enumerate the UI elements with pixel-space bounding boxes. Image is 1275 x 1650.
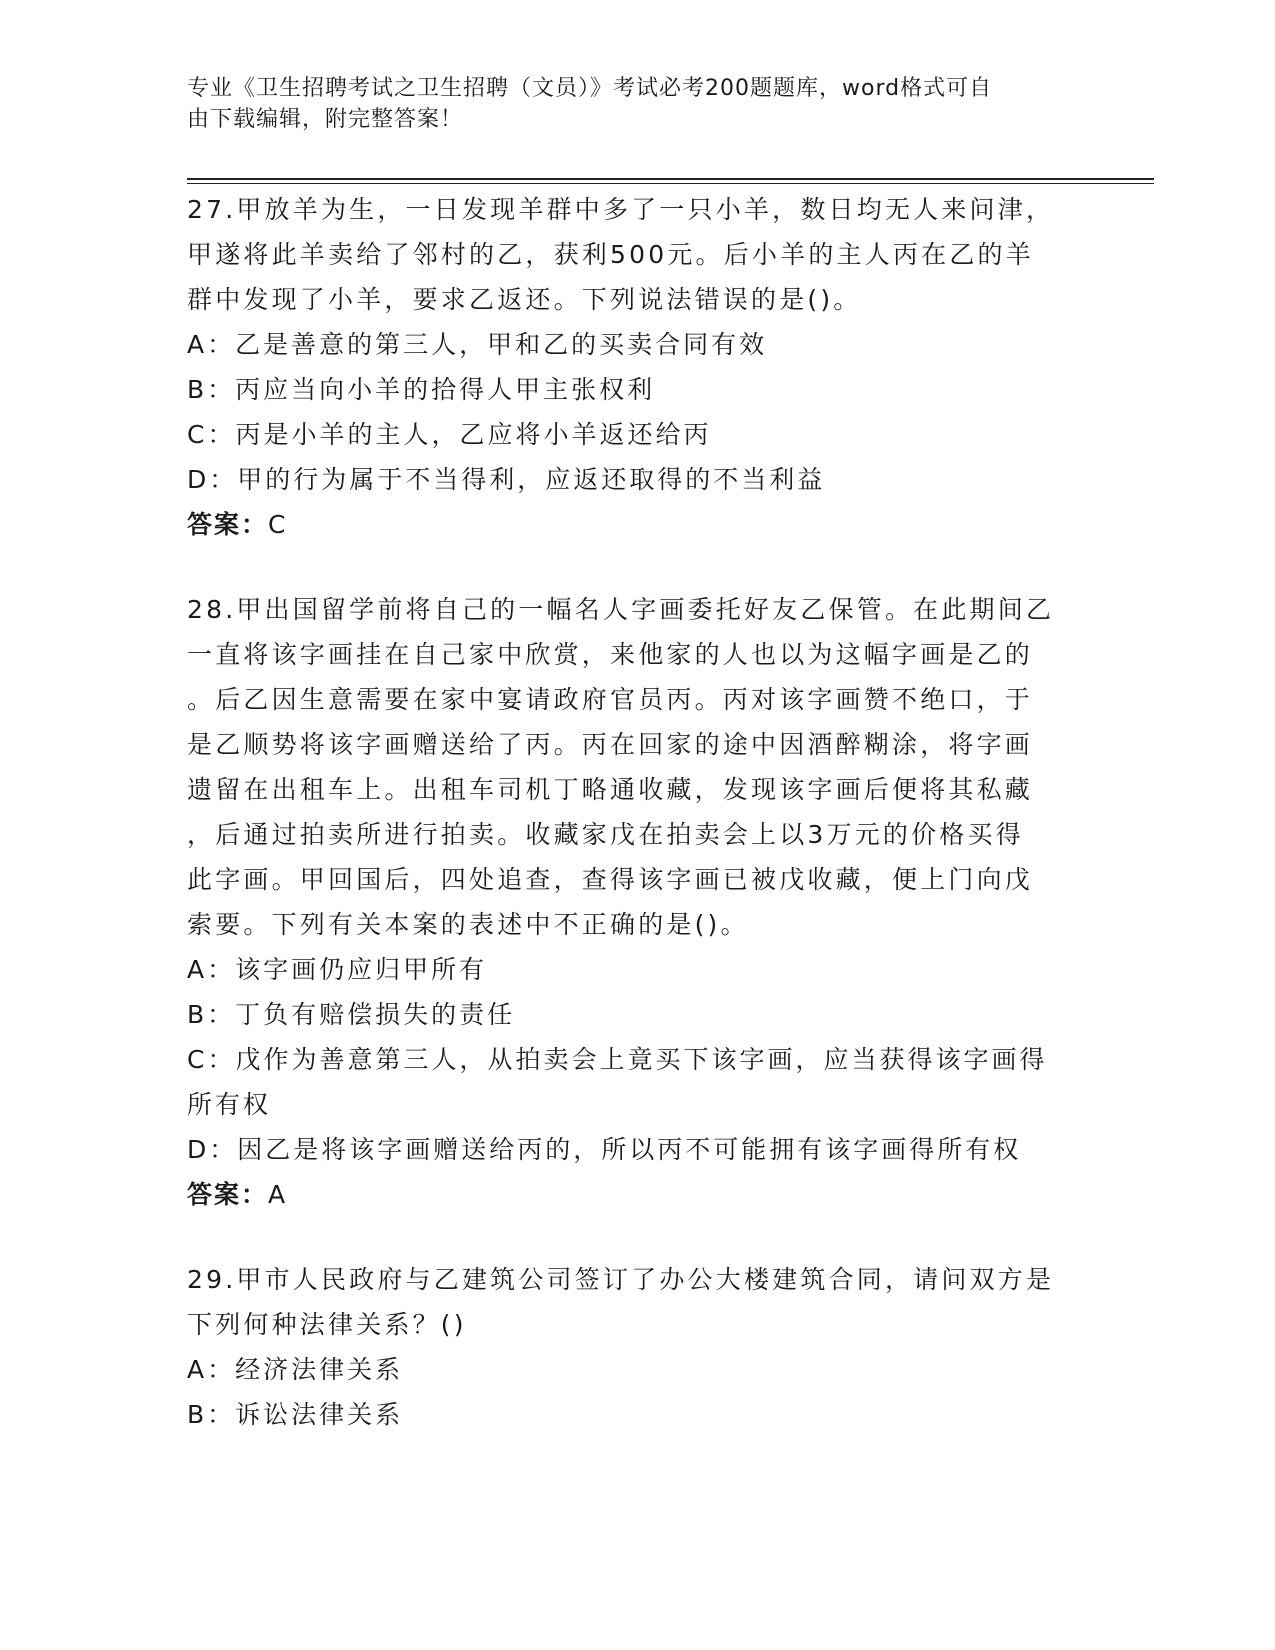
answer-option (187, 1347, 1067, 1392)
question-stem-line: 甲遂将此羊卖给了邻村的乙，获利500元。后小羊的主人丙在乙的羊 (187, 240, 1034, 269)
question-stem-line: 群中发现了小羊，要求乙返还。下列说法错误的是()。 (187, 285, 862, 314)
question-block (187, 1257, 1067, 1437)
answer-option (187, 367, 1067, 412)
answer-option (187, 322, 1067, 367)
answer-option-line: A：经济法律关系 (187, 1355, 404, 1384)
question-stem-line: 28.甲出国留学前将自己的一幅名人字画委托好友乙保管。在此期间乙 (187, 595, 1055, 624)
answer-option-line: 所有权 (187, 1090, 272, 1119)
answer-option-line: D：因乙是将该字画赠送给丙的，所以丙不可能拥有该字画得所有权 (187, 1135, 1022, 1164)
answer-option-line: B：诉讼法律关系 (187, 1400, 404, 1429)
answer-option-line: A：该字画仍应归甲所有 (187, 955, 488, 984)
answer-option-line: B：丙应当向小羊的拾得人甲主张权利 (187, 375, 656, 404)
answer-key-value: C (268, 510, 288, 539)
answer-option (187, 457, 1067, 502)
answer-key-label: 答案： (187, 1180, 269, 1209)
answer-option (187, 947, 1067, 992)
question-list (187, 187, 1067, 1477)
question-stem (187, 587, 1067, 947)
question-stem-line: 。后乙因生意需要在家中宴请政府官员丙。丙对该字画赞不绝口，于 (187, 685, 1034, 714)
question-stem (187, 1257, 1067, 1347)
answer-option-line: D：甲的行为属于不当得利，应返还取得的不当利益 (187, 465, 826, 494)
header-divider (187, 178, 1154, 184)
page-header (187, 73, 1067, 135)
question-stem-line: 遗留在出租车上。出租车司机丁略通收藏，发现该字画后便将其私藏 (187, 775, 1034, 804)
question-stem-line: 29.甲市人民政府与乙建筑公司签订了办公大楼建筑合同，请问双方是 (187, 1265, 1055, 1294)
header-line-2: 由下载编辑，附完整答案！ (187, 107, 464, 132)
question-stem-line: 一直将该字画挂在自己家中欣赏，来他家的人也以为这幅字画是乙的 (187, 640, 1034, 669)
answer-option (187, 1037, 1067, 1127)
answer-option-line: C：丙是小羊的主人，乙应将小羊返还给丙 (187, 420, 712, 449)
answer-key (187, 1172, 1067, 1217)
answer-option (187, 412, 1067, 457)
answer-option-line: C：戊作为善意第三人，从拍卖会上竟买下该字画，应当获得该字画得 (187, 1045, 1048, 1074)
answer-option (187, 1392, 1067, 1437)
question-stem-line: 27.甲放羊为生，一日发现羊群中多了一只小羊，数日均无人来问津， (187, 195, 1055, 224)
answer-key-label: 答案： (187, 510, 269, 539)
answer-option-line: A：乙是善意的第三人，甲和乙的买卖合同有效 (187, 330, 768, 359)
answer-key (187, 502, 1067, 547)
question-stem-line: ，后通过拍卖所进行拍卖。收藏家戊在拍卖会上以3万元的价格买得 (187, 820, 1024, 849)
question-block (187, 187, 1067, 547)
answer-option (187, 1127, 1067, 1172)
question-stem (187, 187, 1067, 322)
question-stem-line: 下列何种法律关系？() (187, 1310, 467, 1339)
question-stem-line: 此字画。甲回国后，四处追查，查得该字画已被戊收藏，便上门向戊 (187, 865, 1034, 894)
header-line-1: 专业《卫生招聘考试之卫生招聘（文员）》考试必考200题题库，word格式可自 (187, 76, 993, 101)
question-block (187, 587, 1067, 1217)
question-stem-line: 是乙顺势将该字画赠送给了丙。丙在回家的途中因酒醉糊涂，将字画 (187, 730, 1034, 759)
answer-option-line: B：丁负有赔偿损失的责任 (187, 1000, 516, 1029)
question-stem-line: 索要。下列有关本案的表述中不正确的是()。 (187, 910, 749, 939)
answer-key-value: A (268, 1180, 288, 1209)
answer-option (187, 992, 1067, 1037)
